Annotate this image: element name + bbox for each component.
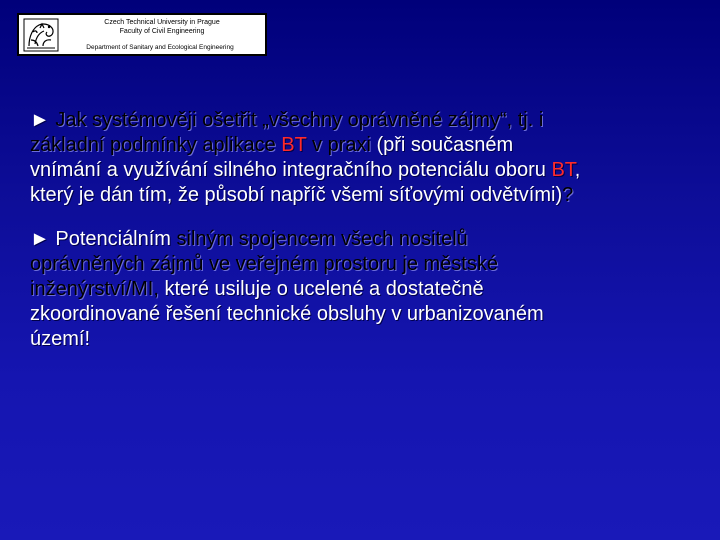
body-text: zkoordinované řešení technické obsluhy v urbanizovaném [30, 303, 544, 325]
body-text: území! [30, 328, 91, 350]
bullet-arrow-icon: ► [30, 109, 50, 131]
paragraph-answer [30, 227, 700, 352]
body-text: které usiluje o ucelené a dostatečně [158, 278, 484, 300]
paragraph-2-line-1 [30, 227, 700, 252]
question-text: v praxi [306, 134, 371, 156]
highlight-text: silným spojencem všech nositelů [176, 228, 468, 250]
body-text: Potenciálním [49, 228, 177, 250]
paragraph-1-line-2 [30, 133, 700, 158]
faculty-name: Faculty of Civil Engineering [119, 28, 205, 35]
question-text: základní podmínky aplikace [30, 134, 282, 156]
paragraph-2-line-5 [30, 327, 700, 352]
institution-header [17, 13, 267, 56]
paragraph-1-line-3 [30, 158, 700, 183]
question-text: Jak systémověji ošetřit „všechny oprávněné zájmy“, tj. i [55, 109, 544, 131]
bt-term: BT [551, 159, 575, 181]
paragraph-question [30, 108, 700, 208]
question-mark: ? [562, 184, 574, 206]
highlight-text: oprávněných zájmů ve veřejném prostoru je městské [30, 253, 498, 275]
university-name: Czech Technical University in Prague [104, 19, 220, 26]
body-text: vnímání a využívání silného integračního potenciálu oboru [30, 159, 552, 181]
ctu-crest-icon [23, 18, 59, 52]
paragraph-2-line-4 [30, 302, 700, 327]
slide-body [30, 108, 700, 371]
body-text: (při současném [370, 134, 514, 156]
highlight-text: inženýrství/MI, [30, 278, 159, 300]
bt-term: BT [281, 134, 307, 156]
paragraph-2-line-2 [30, 252, 700, 277]
paragraph-1-line-1 [30, 108, 700, 133]
body-text: , [574, 159, 581, 181]
body-text: který je dán tím, že působí napříč všemi síťovými odvětvími) [30, 184, 563, 206]
paragraph-1-line-4 [30, 183, 700, 208]
paragraph-2-line-3 [30, 277, 700, 302]
department-name: Department of Sanitary and Ecological Engineering [86, 44, 234, 51]
bullet-arrow-icon: ► [30, 228, 50, 250]
